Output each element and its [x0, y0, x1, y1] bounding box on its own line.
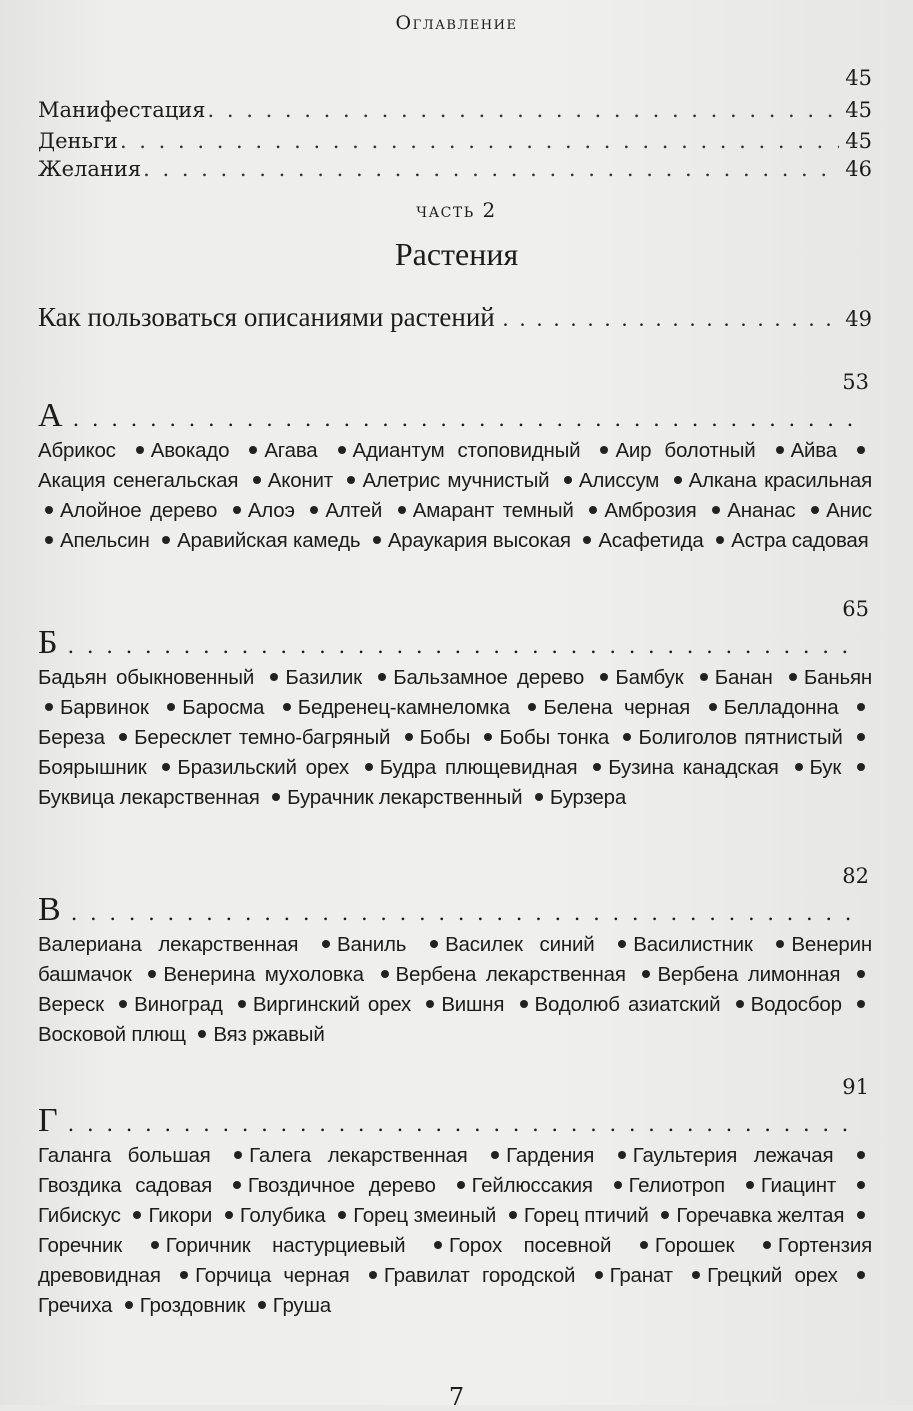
bullet-separator — [162, 763, 170, 771]
plant-name[interactable]: Венерина мухоловка — [163, 963, 364, 986]
plant-name[interactable]: Гречиха — [38, 1294, 113, 1317]
bullet-separator — [133, 1211, 141, 1219]
bullet-separator — [789, 673, 797, 681]
plant-name[interactable]: Горец птичий — [523, 1204, 649, 1227]
leader-dots — [208, 96, 840, 124]
bullet-separator — [322, 940, 330, 948]
bullet-separator — [347, 476, 355, 484]
bullet-separator — [258, 1301, 266, 1309]
toc-entry-page: 45 — [845, 129, 872, 153]
bullet-separator — [233, 1181, 241, 1189]
section-page: 53 — [842, 370, 869, 394]
bullet-separator — [373, 536, 381, 544]
plant-name[interactable]: Асафетида — [598, 529, 704, 552]
plant-name[interactable]: Бобы — [419, 726, 471, 749]
bullet-separator — [528, 703, 536, 711]
plant-name[interactable]: Галега лекарственная — [249, 1144, 468, 1167]
plant-list — [38, 930, 872, 1050]
plant-name[interactable]: Алкана красильная — [688, 469, 873, 492]
plant-name[interactable]: Гроздовник — [139, 1294, 246, 1317]
bullet-separator — [426, 1000, 434, 1008]
plant-name[interactable]: Горох посевной — [449, 1234, 612, 1257]
bullet-separator — [564, 476, 572, 484]
plant-name[interactable]: Вереск — [38, 993, 104, 1016]
section-g — [38, 1075, 872, 1321]
bullet-separator — [857, 1271, 865, 1279]
leader-dots — [71, 901, 862, 925]
plant-name[interactable]: Горошек — [654, 1234, 735, 1257]
bullet-separator — [338, 1211, 346, 1219]
bullet-separator — [381, 970, 389, 978]
section-a — [38, 370, 873, 556]
part-label: часть 2 — [416, 198, 497, 222]
bullet-separator — [491, 1151, 499, 1159]
plant-name[interactable]: Белена черная — [543, 696, 691, 719]
bullet-separator — [857, 446, 865, 454]
plant-name[interactable]: Барвинок — [60, 696, 149, 719]
bullet-separator — [198, 1030, 206, 1038]
plant-name[interactable]: Василек синий — [445, 933, 595, 956]
bullet-separator — [365, 763, 373, 771]
plant-name[interactable]: Аир болотный — [615, 439, 756, 462]
plant-name[interactable]: Виргинский орех — [252, 993, 412, 1016]
plant-name[interactable]: Василистник — [633, 933, 753, 956]
plant-list — [38, 1141, 872, 1321]
leader-dots — [143, 155, 839, 183]
plant-name[interactable]: Адиантум стоповидный — [352, 439, 581, 462]
bullet-separator — [746, 1181, 754, 1189]
plant-list — [38, 663, 872, 813]
plant-name[interactable]: Бобы тонка — [499, 726, 610, 749]
bullet-separator — [484, 733, 492, 741]
plant-name[interactable]: Алетрис мучнистый — [362, 469, 550, 492]
bullet-separator — [857, 1151, 865, 1159]
bullet-separator — [434, 1241, 442, 1249]
leader-dots — [120, 127, 839, 155]
bullet-separator — [593, 763, 601, 771]
plant-name[interactable]: Гардения — [506, 1144, 595, 1167]
toc-entry[interactable] — [38, 96, 872, 124]
leader-dots — [73, 407, 862, 431]
bullet-separator — [857, 1000, 865, 1008]
plant-name[interactable]: Амарант темный — [412, 499, 574, 522]
toc-entry-label: Как пользоваться описаниями растений — [38, 302, 495, 332]
bullet-separator — [283, 703, 291, 711]
plant-name[interactable]: Апельсин — [60, 529, 150, 552]
bullet-separator — [640, 1241, 648, 1249]
bullet-separator — [600, 446, 608, 454]
plant-name[interactable]: Бук — [809, 756, 842, 779]
plant-name[interactable]: Буквица лекарственная — [38, 786, 260, 809]
plant-name[interactable]: Вербена лимонная — [657, 963, 841, 986]
plant-name[interactable]: Бальзамное дерево — [393, 666, 585, 689]
bullet-separator — [398, 506, 406, 514]
plant-name[interactable]: Береза — [38, 726, 105, 749]
section-heading[interactable] — [38, 1075, 872, 1139]
plant-name[interactable]: Валериана лекарственная — [38, 933, 299, 956]
section-letter: Г — [38, 1102, 58, 1139]
toc-entry-label: Желания — [38, 157, 142, 181]
plant-name[interactable]: Араукария высокая — [387, 529, 571, 552]
section-b — [38, 597, 872, 813]
bullet-separator — [509, 1211, 517, 1219]
plant-name[interactable]: Агава — [264, 439, 318, 462]
plant-name[interactable]: Анис — [826, 499, 872, 522]
bullet-separator — [600, 673, 608, 681]
plant-name[interactable]: Бересклет темно-багряный — [134, 726, 391, 749]
plant-name[interactable]: Гейлюссакия — [471, 1174, 593, 1197]
bullet-separator — [709, 703, 717, 711]
plant-name[interactable]: Алиссум — [578, 469, 660, 492]
section-v — [38, 864, 872, 1050]
bullet-separator — [162, 536, 170, 544]
plant-name[interactable]: Вишня — [441, 993, 505, 1016]
plant-name[interactable]: Акация сенегальская — [38, 469, 239, 492]
bullet-separator — [776, 940, 784, 948]
plant-name[interactable]: Болиголов пятнистый — [638, 726, 843, 749]
bullet-separator — [136, 446, 144, 454]
running-head: Оглавление — [395, 12, 518, 34]
bullet-separator — [712, 506, 720, 514]
plant-name[interactable]: Алоэ — [247, 499, 295, 522]
plant-name[interactable]: Гвоздичное дерево — [247, 1174, 436, 1197]
toc-entry-page: 49 — [845, 307, 872, 331]
plant-name[interactable]: Баросма — [182, 696, 265, 719]
bullet-separator — [857, 970, 865, 978]
plant-name[interactable]: Водосбор — [750, 993, 842, 1016]
plant-list — [38, 436, 872, 556]
plant-name[interactable]: Белладонна — [723, 696, 839, 719]
plant-name[interactable]: Авокадо — [150, 439, 230, 462]
bullet-separator — [857, 703, 865, 711]
toc-entry-label: Деньги — [38, 129, 118, 153]
toc-entry[interactable] — [38, 127, 872, 155]
bullet-separator — [225, 1211, 233, 1219]
bullet-separator — [661, 1211, 669, 1219]
plant-name[interactable]: Голубика — [239, 1204, 326, 1227]
bullet-separator — [716, 536, 724, 544]
plant-name[interactable]: Горичник настурциевый — [165, 1234, 406, 1257]
plant-name[interactable]: Алтей — [325, 499, 383, 522]
plant-name[interactable]: Горец змеиный — [353, 1204, 497, 1227]
bullet-separator — [233, 506, 241, 514]
plant-name[interactable]: Бурзера — [549, 786, 627, 809]
bullet-separator — [180, 1271, 188, 1279]
plant-name[interactable]: Ваниль — [337, 933, 407, 956]
plant-name[interactable]: Аравийская камедь — [177, 529, 361, 552]
bullet-separator — [45, 703, 53, 711]
leader-dots — [68, 1112, 862, 1136]
section-page: 82 — [842, 864, 869, 888]
bullet-separator — [125, 1301, 133, 1309]
bullet-separator — [776, 446, 784, 454]
bullet-separator — [167, 703, 175, 711]
plant-name[interactable]: Боярышник — [38, 756, 147, 779]
plant-name[interactable]: Гиацинт — [760, 1174, 837, 1197]
bullet-separator — [535, 793, 543, 801]
bullet-separator — [119, 733, 127, 741]
bullet-separator — [811, 506, 819, 514]
bullet-separator — [595, 1271, 603, 1279]
plant-name[interactable]: Гортензия древовидная — [38, 1234, 872, 1287]
bullet-separator — [272, 793, 280, 801]
plant-name[interactable]: Бузина канадская — [608, 756, 779, 779]
toc-entry-page: 46 — [845, 157, 872, 181]
bullet-separator — [857, 1211, 865, 1219]
plant-name[interactable]: Гикори — [148, 1204, 213, 1227]
plant-name[interactable]: Базилик — [285, 666, 362, 689]
plant-name[interactable]: Бедренец-камнеломка — [297, 696, 510, 719]
plant-name[interactable]: Гибискус — [38, 1204, 121, 1227]
plant-name[interactable]: Астра садовая — [731, 529, 869, 552]
bullet-separator — [618, 1151, 626, 1159]
section-page: 91 — [842, 1075, 869, 1099]
section-page: 65 — [842, 597, 869, 621]
toc-entry-page: 45 — [845, 66, 872, 90]
plant-name[interactable]: Айва — [790, 439, 837, 462]
bullet-separator — [430, 940, 438, 948]
section-heading[interactable] — [38, 864, 872, 928]
plant-name[interactable]: Горечавка желтая — [676, 1204, 845, 1227]
bullet-separator — [148, 970, 156, 978]
plant-name[interactable]: Галанга большая — [38, 1144, 211, 1167]
plant-name[interactable]: Бадьян обыкновенный — [38, 666, 255, 689]
toc-entry-page: 45 — [845, 98, 872, 122]
plant-name[interactable]: Венерин башмачок — [38, 933, 872, 986]
page-number: 7 — [448, 1383, 465, 1411]
plant-name[interactable]: Гелиотроп — [628, 1174, 725, 1197]
bullet-separator — [763, 1241, 771, 1249]
bullet-separator — [736, 1000, 744, 1008]
plant-name[interactable]: Виноград — [134, 993, 223, 1016]
bullet-separator — [151, 1241, 159, 1249]
plant-name[interactable]: Бразильский орех — [177, 756, 349, 779]
bullet-separator — [700, 673, 708, 681]
bullet-separator — [642, 970, 650, 978]
plant-name[interactable]: Банан — [714, 666, 773, 689]
plant-name[interactable]: Будра плющевидная — [379, 756, 578, 779]
leader-dots — [68, 634, 862, 658]
bullet-separator — [310, 506, 318, 514]
bullet-separator — [405, 733, 413, 741]
part-title: Растения — [394, 236, 519, 272]
plant-name[interactable]: Алойное дерево — [60, 499, 218, 522]
plant-name[interactable]: Груша — [272, 1294, 331, 1317]
bullet-separator — [238, 1000, 246, 1008]
toc-entry-label: Манифестация — [38, 98, 206, 122]
bullet-separator — [857, 1181, 865, 1189]
plant-name[interactable]: Горечник — [38, 1234, 123, 1257]
plant-name[interactable]: Баньян — [803, 666, 872, 689]
bullet-separator — [857, 733, 865, 741]
bullet-separator — [618, 940, 626, 948]
plant-name[interactable]: Вербена лекарственная — [395, 963, 626, 986]
bullet-separator — [520, 1000, 528, 1008]
plant-name[interactable]: Гаультерия лежачая — [632, 1144, 834, 1167]
bullet-separator — [253, 476, 261, 484]
bullet-separator — [692, 1271, 700, 1279]
bullet-separator — [614, 1181, 622, 1189]
section-heading[interactable] — [38, 370, 872, 434]
plant-name[interactable]: Гравилат городской — [383, 1264, 576, 1287]
toc-entry-howto[interactable] — [38, 302, 872, 333]
bullet-separator — [378, 673, 386, 681]
bullet-separator — [674, 476, 682, 484]
plant-name[interactable]: Бурачник лекарственный — [287, 786, 523, 809]
bullet-separator — [119, 1000, 127, 1008]
plant-name[interactable]: Горчица черная — [195, 1264, 350, 1287]
bullet-separator — [583, 536, 591, 544]
section-letter: В — [38, 891, 61, 928]
bullet-separator — [234, 1151, 242, 1159]
bullet-separator — [249, 446, 257, 454]
plant-name[interactable]: Гвоздика садовая — [38, 1174, 213, 1197]
bullet-separator — [45, 506, 53, 514]
plant-name[interactable]: Гранат — [609, 1264, 673, 1287]
bullet-separator — [857, 763, 865, 771]
bullet-separator — [338, 446, 346, 454]
leader-dots — [503, 306, 838, 332]
section-letter: А — [38, 397, 63, 434]
plant-name[interactable]: Аконит — [267, 469, 333, 492]
plant-name[interactable]: Ананас — [727, 499, 796, 522]
section-heading[interactable] — [38, 597, 872, 661]
plant-name[interactable]: Бамбук — [615, 666, 684, 689]
section-letter: Б — [38, 624, 58, 661]
plant-name[interactable]: Амброзия — [604, 499, 697, 522]
plant-name[interactable]: Восковой плющ — [38, 1023, 186, 1046]
plant-name[interactable]: Абрикос — [38, 439, 116, 462]
bullet-separator — [369, 1271, 377, 1279]
bullet-separator — [795, 763, 803, 771]
plant-name[interactable]: Водолюб азиатский — [534, 993, 721, 1016]
bullet-separator — [45, 536, 53, 544]
toc-entry[interactable] — [38, 155, 872, 183]
bullet-separator — [589, 506, 597, 514]
bullet-separator — [270, 673, 278, 681]
bullet-separator — [457, 1181, 465, 1189]
bullet-separator — [623, 733, 631, 741]
plant-name[interactable]: Вяз ржавый — [213, 1023, 325, 1046]
plant-name[interactable]: Грецкий орех — [707, 1264, 838, 1287]
